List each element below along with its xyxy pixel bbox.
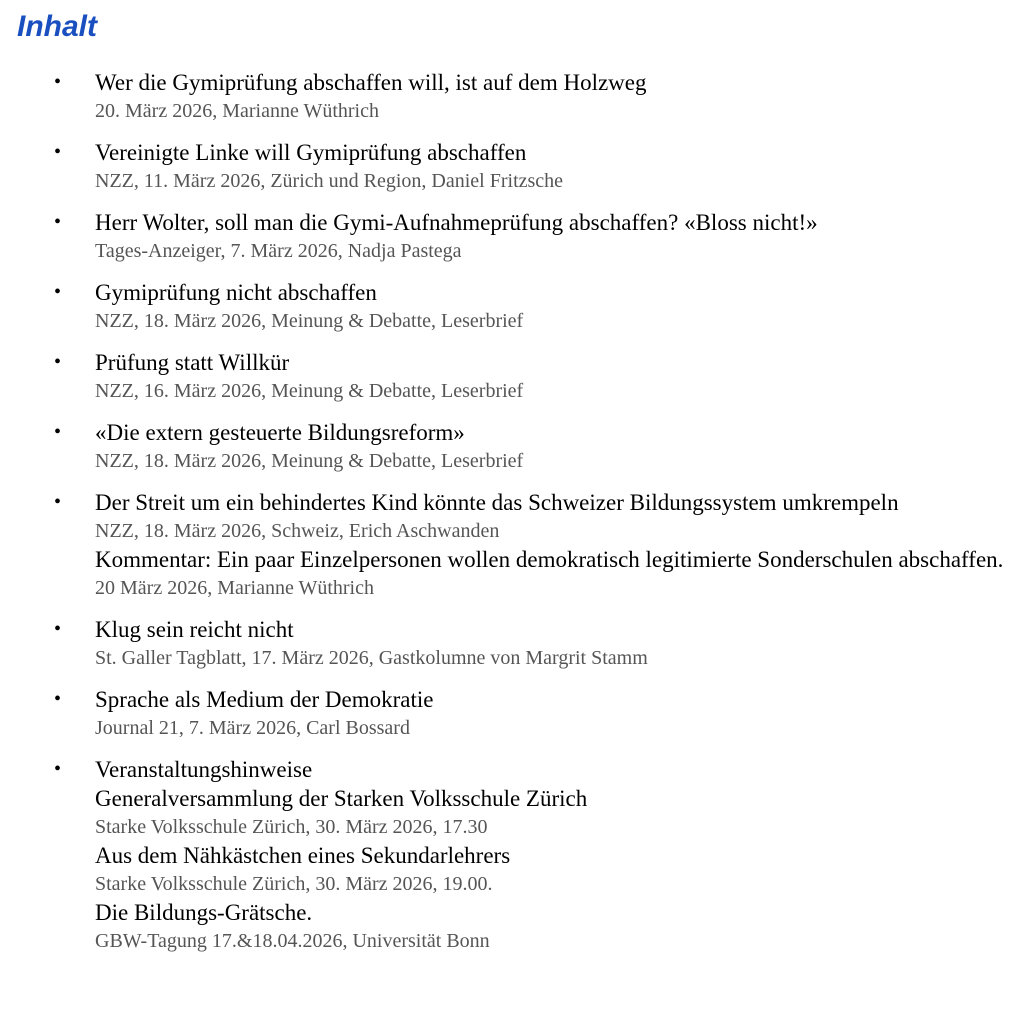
article-meta: St. Galler Tagblatt, 17. März 2026, Gastkolumne von Margrit Stamm: [95, 647, 648, 669]
toc-entry-4[interactable]: [0, 278, 1024, 335]
bullet-icon: •: [54, 758, 62, 780]
article-title[interactable]: Wer die Gymiprüfung abschaffen will, ist auf dem Holzweg: [95, 70, 647, 95]
commentary-meta: 20 März 2026, Marianne Wüthrich: [95, 577, 374, 599]
event-title[interactable]: Generalversammlung der Starken Volksschule Zürich: [95, 786, 588, 811]
article-title[interactable]: Herr Wolter, soll man die Gymi-Aufnahmeprüfung abschaffen? «Bloss nicht!»: [95, 210, 818, 235]
article-title[interactable]: Der Streit um ein behindertes Kind könnte das Schweizer Bildungssystem umkrempeln: [95, 490, 899, 515]
bullet-icon: •: [54, 491, 62, 513]
commentary-title[interactable]: Kommentar: Ein paar Einzelpersonen wollen demokratisch legitimierte Sonderschulen abschaffen.: [95, 547, 1004, 572]
bullet-icon: •: [54, 71, 62, 93]
event-title[interactable]: Die Bildungs-Grätsche.: [95, 900, 313, 925]
article-title[interactable]: Prüfung statt Willkür: [95, 350, 290, 375]
event-title[interactable]: Aus dem Nähkästchen eines Sekundarlehrers: [95, 843, 511, 868]
article-title[interactable]: Gymiprüfung nicht abschaffen: [95, 280, 377, 305]
event-meta: Starke Volksschule Zürich, 30. März 2026, 19.00.: [95, 873, 493, 895]
toc-entry-2[interactable]: [0, 138, 1024, 195]
article-title[interactable]: Klug sein reicht nicht: [95, 617, 294, 642]
bullet-icon: •: [54, 141, 62, 163]
event-meta: Starke Volksschule Zürich, 30. März 2026, 17.30: [95, 816, 488, 838]
bullet-icon: •: [54, 688, 62, 710]
article-meta: NZZ, 11. März 2026, Zürich und Region, Daniel Fritzsche: [95, 170, 564, 192]
toc-entry-events: [0, 755, 1024, 955]
table-of-contents: [0, 68, 1024, 968]
article-meta: NZZ, 18. März 2026, Meinung & Debatte, Leserbrief: [95, 450, 524, 472]
bullet-icon: •: [54, 351, 62, 373]
article-title[interactable]: «Die extern gesteuerte Bildungsreform»: [95, 420, 465, 445]
toc-entry-5[interactable]: [0, 348, 1024, 405]
bullet-icon: •: [54, 421, 62, 443]
bullet-icon: •: [54, 211, 62, 233]
article-meta: NZZ, 18. März 2026, Meinung & Debatte, Leserbrief: [95, 310, 524, 332]
article-meta: 20. März 2026, Marianne Wüthrich: [95, 100, 379, 122]
toc-entry-9[interactable]: [0, 685, 1024, 742]
toc-entry-8[interactable]: [0, 615, 1024, 672]
toc-entry-3[interactable]: [0, 208, 1024, 265]
article-meta: Tages-Anzeiger, 7. März 2026, Nadja Pastega: [95, 240, 462, 262]
event-meta: GBW-Tagung 17.&18.04.2026, Universität Bonn: [95, 930, 490, 952]
article-title[interactable]: Vereinigte Linke will Gymiprüfung abschaffen: [95, 140, 527, 165]
bullet-icon: •: [54, 281, 62, 303]
article-meta: Journal 21, 7. März 2026, Carl Bossard: [95, 717, 410, 739]
article-title[interactable]: Sprache als Medium der Demokratie: [95, 687, 434, 712]
events-heading: Veranstaltungshinweise: [95, 757, 313, 782]
toc-entry-6[interactable]: [0, 418, 1024, 475]
toc-entry-7[interactable]: [0, 488, 1024, 602]
article-meta: NZZ, 16. März 2026, Meinung & Debatte, Leserbrief: [95, 380, 524, 402]
bullet-icon: •: [54, 618, 62, 640]
article-meta: NZZ, 18. März 2026, Schweiz, Erich Aschwanden: [95, 520, 500, 542]
page-title: Inhalt: [17, 10, 97, 43]
toc-entry-1[interactable]: [0, 68, 1024, 125]
